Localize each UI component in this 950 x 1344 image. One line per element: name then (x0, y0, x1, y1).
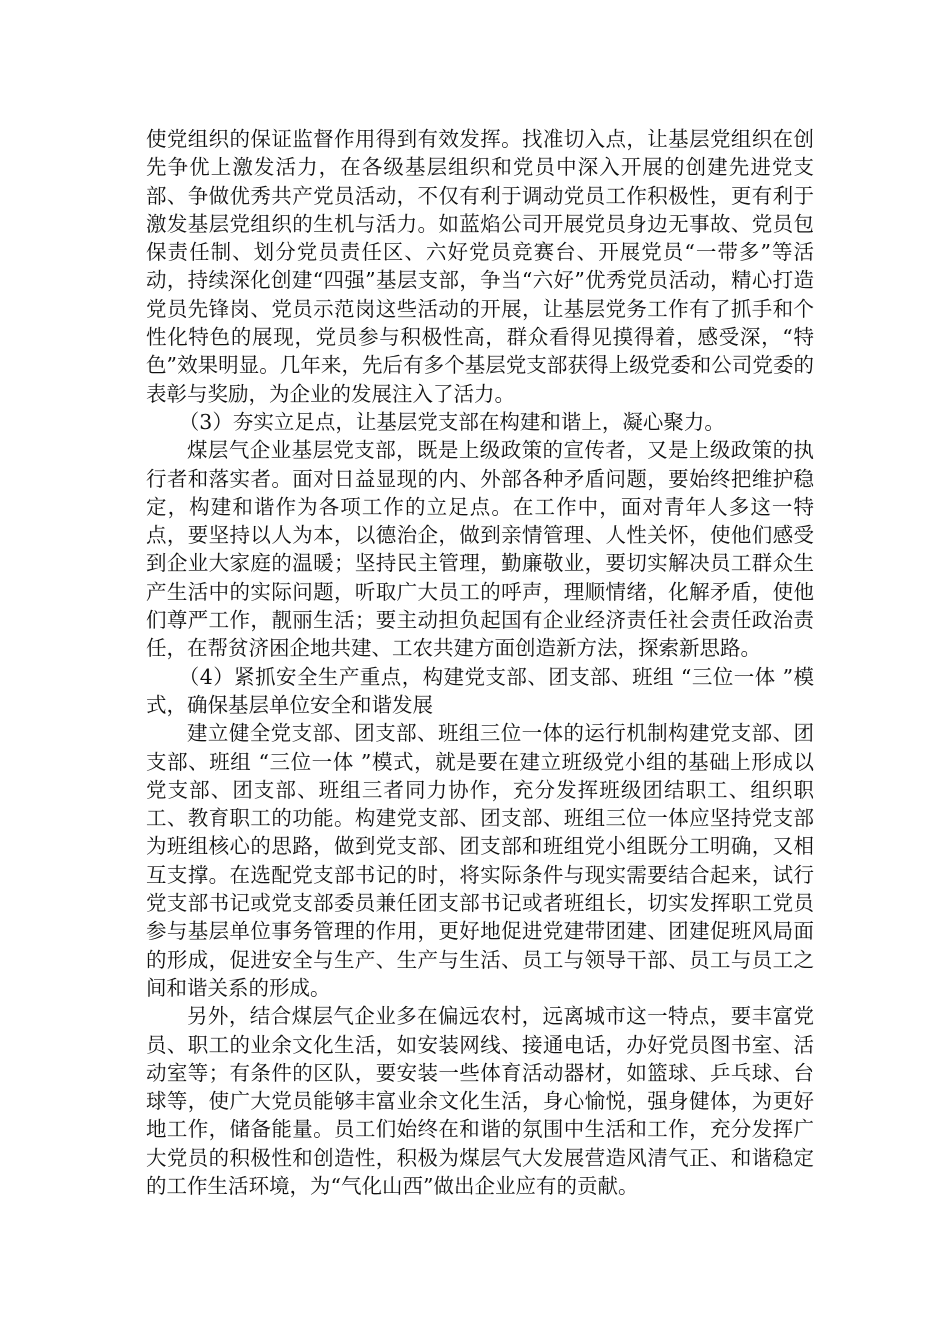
paragraph-harmony: 煤层气企业基层党支部，既是上级政策的宣传者，又是上级政策的执行者和落实者。面对日益显现的内、外部各种矛盾问题，要始终把维护稳定，构建和谐作为各项工作的立足点。在工作中，面对青年人多这一特点，要坚持以人为本，以德治企，做到亲情管理、人性关怀，使他们感受到企业大家庭的温暖；坚持民主管理，勤廉敬业，要切实解决员工群众生产生活中的实际问题，听取广大员工的呼声，理顺情绪，化解矛盾，使他们尊严工作，靓丽生活；要主动担负起国有企业经济责任社会责任政治责任，在帮贫济困企地共建、工农共建方面创造新方法，探索新思路。 (146, 438, 814, 661)
paragraph-culture-life: 另外，结合煤层气企业多在偏远农村，远离城市这一特点，要丰富党员、职工的业余文化生活，如安装网线、接通电话，办好党员图书室、活动室等；有条件的区队，要安装一些体育活动器材，如篮球、乒乓球、台球等，使广大党员能够丰富业余文化生活，身心愉悦，强身健体，为更好地工作，储备能量。员工们始终在和谐的氛围中生活和工作，充分发挥广大党员的积极性和创造性，积极为煤层气大发展营造风清气正、和谐稳定的工作生活环境，为“气化山西”做出企业应有的贡献。 (146, 1004, 814, 1198)
section-heading-3: （3）夯实立足点，让基层党支部在构建和谐上，凝心聚力。 (178, 409, 725, 434)
section-heading-4: （4）紧抓安全生产重点，构建党支部、团支部、班组 “三位一体 ”模式，确保基层单位安全和谐发展 (146, 664, 814, 717)
paragraph-continuation: 使党组织的保证监督作用得到有效发挥。找准切入点，让基层党组织在创先争优上激发活力，在各级基层组织和党员中深入开展的创建先进党支部、争做优秀共产党员活动，不仅有利于调动党员工作积极性，更有利于激发基层党组织的生机与活力。如蓝焰公司开展党员身边无事故、党员包保责任制、划分党员责任区、六好党员竞赛台、开展党员“一带多”等活动，持续深化创建“四强”基层支部，争当“六好”优秀党员活动，精心打造党员先锋岗、党员示范岗这些活动的开展，让基层党务工作有了抓手和个性化特色的展现，党员参与积极性高，群众看得见摸得着，感受深，“特色”效果明显。几年来，先后有多个基层党支部获得上级党委和公司党委的表彰与奖励，为企业的发展注入了活力。 (146, 127, 814, 406)
paragraph-three-in-one: 建立健全党支部、团支部、班组三位一体的运行机制构建党支部、团支部、班组 “三位一体 ”模式，就是要在建立班级党小组的基础上形成以党支部、团支部、班组三者同力协作，充分发挥班级团结职工、组织职工、教育职工的功能。构建党支部、团支部、班组三位一体应坚持党支部为班组核心的思路，做到党支部、团支部和班组党小组既分工明确，又相互支撑。在选配党支部书记的时，将实际条件与现实需要结合起来，试行党支部书记或党支部委员兼任团支部书记或者班组长，切实发挥职工党员参与基层单位事务管理的作用，更好地促进党建带团建、团建促班风局面的形成，促进安全与生产、生产与生活、员工与领导干部、员工与员工之间和谐关系的形成。 (146, 721, 814, 1000)
document-body (146, 125, 814, 1200)
